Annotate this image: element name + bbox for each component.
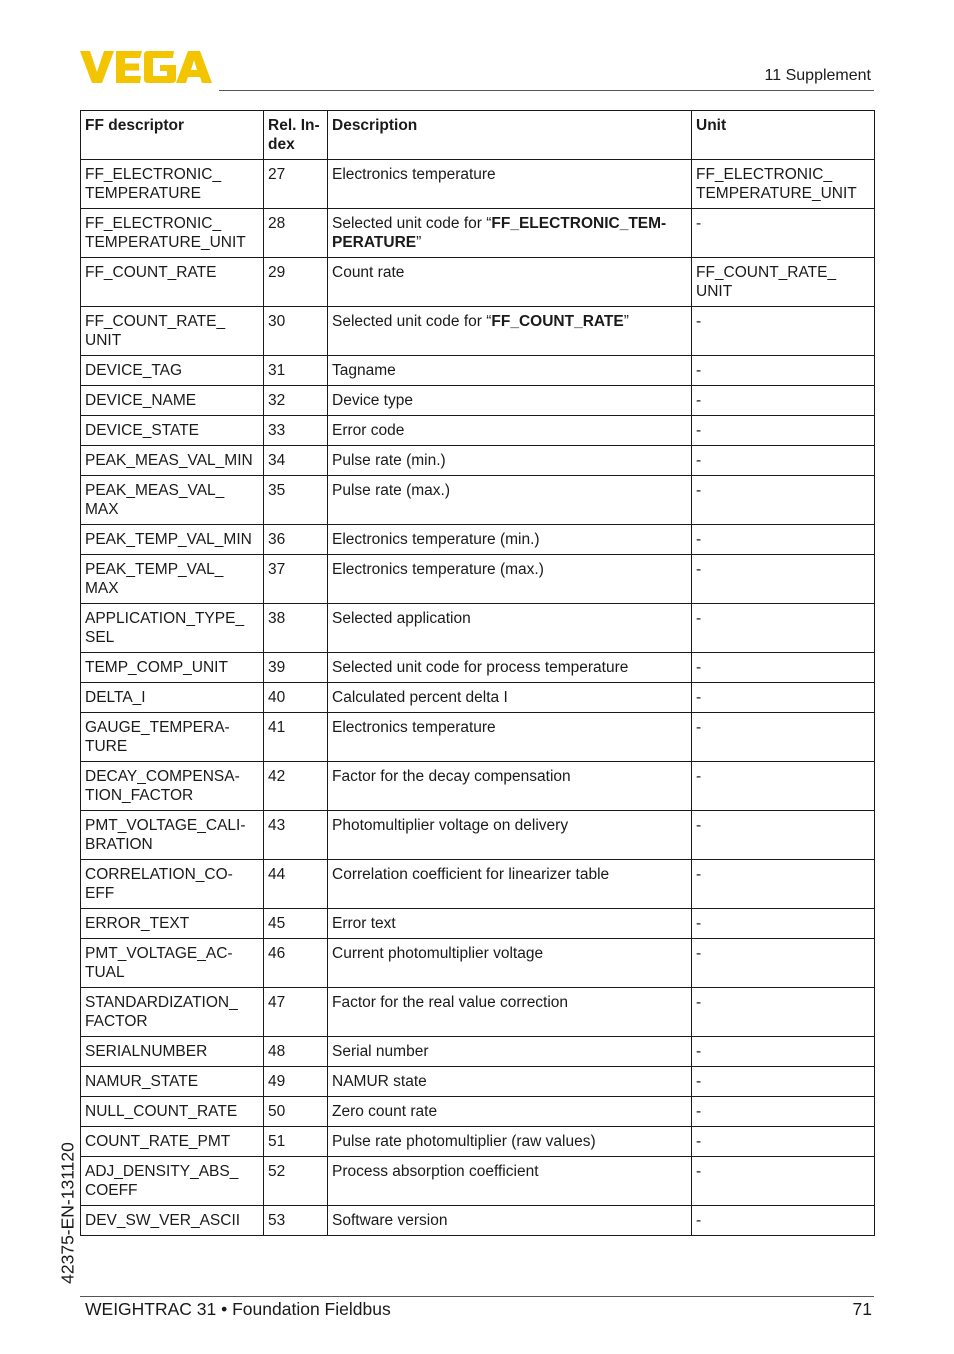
table-row [81, 160, 875, 209]
table-header-row [81, 111, 875, 160]
cell-descriptor: ERROR_TEXT [81, 909, 264, 939]
cell-descriptor: PMT_VOLTAGE_AC- TUAL [81, 939, 264, 988]
cell-unit: - [692, 653, 875, 683]
cell-rel-index: 33 [264, 416, 328, 446]
cell-unit: - [692, 939, 875, 988]
cell-unit: FF_ELECTRONIC_ TEMPERATURE_UNIT [692, 160, 875, 209]
cell-descriptor: PEAK_MEAS_VAL_ MAX [81, 476, 264, 525]
cell-description: Software version [328, 1206, 692, 1236]
table-row [81, 713, 875, 762]
cell-description: NAMUR state [328, 1067, 692, 1097]
cell-descriptor: APPLICATION_TYPE_ SEL [81, 604, 264, 653]
cell-descriptor: PEAK_TEMP_VAL_ MAX [81, 555, 264, 604]
footer-document-title: WEIGHTRAC 31 • Foundation Fieldbus [85, 1299, 391, 1319]
table-row [81, 683, 875, 713]
table-row [81, 988, 875, 1037]
cell-rel-index: 43 [264, 811, 328, 860]
table-row [81, 525, 875, 555]
cell-rel-index: 37 [264, 555, 328, 604]
vega-logo [80, 50, 212, 84]
cell-rel-index: 29 [264, 258, 328, 307]
cell-unit: - [692, 209, 875, 258]
cell-unit: - [692, 555, 875, 604]
cell-unit: - [692, 416, 875, 446]
cell-descriptor: DEVICE_TAG [81, 356, 264, 386]
cell-descriptor: COUNT_RATE_PMT [81, 1127, 264, 1157]
table-row [81, 258, 875, 307]
cell-unit: - [692, 1097, 875, 1127]
cell-rel-index: 38 [264, 604, 328, 653]
cell-rel-index: 46 [264, 939, 328, 988]
cell-descriptor: DECAY_COMPENSA- TION_FACTOR [81, 762, 264, 811]
cell-rel-index: 45 [264, 909, 328, 939]
cell-description: Factor for the decay compensation [328, 762, 692, 811]
table-row [81, 604, 875, 653]
cell-rel-index: 40 [264, 683, 328, 713]
table-row [81, 1127, 875, 1157]
cell-rel-index: 35 [264, 476, 328, 525]
cell-unit: - [692, 446, 875, 476]
cell-description: Calculated percent delta I [328, 683, 692, 713]
cell-unit: - [692, 713, 875, 762]
cell-rel-index: 53 [264, 1206, 328, 1236]
cell-unit: - [692, 525, 875, 555]
cell-unit: - [692, 762, 875, 811]
cell-descriptor: STANDARDIZATION_ FACTOR [81, 988, 264, 1037]
table-row [81, 653, 875, 683]
cell-description [328, 307, 692, 356]
page-number: 71 [852, 1299, 872, 1319]
cell-description: Selected application [328, 604, 692, 653]
table-row [81, 1206, 875, 1236]
cell-descriptor: NAMUR_STATE [81, 1067, 264, 1097]
table-row [81, 909, 875, 939]
cell-unit: - [692, 811, 875, 860]
column-header-descriptor: FF descriptor [81, 111, 264, 160]
cell-descriptor: FF_ELECTRONIC_ TEMPERATURE [81, 160, 264, 209]
cell-descriptor: DEVICE_NAME [81, 386, 264, 416]
cell-description: Electronics temperature [328, 713, 692, 762]
cell-description: Error code [328, 416, 692, 446]
description-parameter-name: FF_ELECTRONIC_TEM- PERATURE [332, 215, 667, 251]
cell-rel-index: 39 [264, 653, 328, 683]
cell-rel-index: 34 [264, 446, 328, 476]
cell-descriptor: GAUGE_TEMPERA- TURE [81, 713, 264, 762]
cell-descriptor: FF_ELECTRONIC_ TEMPERATURE_UNIT [81, 209, 264, 258]
cell-unit: - [692, 1067, 875, 1097]
cell-description: Current photomultiplier voltage [328, 939, 692, 988]
cell-unit: - [692, 1037, 875, 1067]
cell-descriptor: NULL_COUNT_RATE [81, 1097, 264, 1127]
cell-rel-index: 51 [264, 1127, 328, 1157]
description-quote-close: ” [623, 313, 629, 330]
document-id: 42375-EN-131120 [57, 1142, 78, 1284]
vega-logo-mark [80, 50, 212, 84]
cell-description: Count rate [328, 258, 692, 307]
cell-description: Serial number [328, 1037, 692, 1067]
table-row [81, 860, 875, 909]
table-row [81, 939, 875, 988]
cell-description: Process absorption coefficient [328, 1157, 692, 1206]
cell-unit: - [692, 476, 875, 525]
column-header-rel-index: Rel. In- dex [264, 111, 328, 160]
table-row [81, 1037, 875, 1067]
cell-unit: - [692, 356, 875, 386]
cell-rel-index: 28 [264, 209, 328, 258]
header-rule [219, 90, 874, 91]
cell-unit: - [692, 1206, 875, 1236]
cell-descriptor: FF_COUNT_RATE [81, 258, 264, 307]
table-row [81, 446, 875, 476]
column-header-description: Description [328, 111, 692, 160]
cell-description: Pulse rate photomultiplier (raw values) [328, 1127, 692, 1157]
cell-description: Correlation coefficient for linearizer table [328, 860, 692, 909]
cell-description: Device type [328, 386, 692, 416]
table-row [81, 811, 875, 860]
cell-unit: - [692, 988, 875, 1037]
cell-descriptor: PEAK_MEAS_VAL_MIN [81, 446, 264, 476]
cell-description: Electronics temperature (min.) [328, 525, 692, 555]
description-text: Selected unit code for “ [332, 215, 492, 232]
cell-rel-index: 42 [264, 762, 328, 811]
ff-parameter-table [80, 110, 875, 1236]
table-row [81, 307, 875, 356]
table-row [81, 1097, 875, 1127]
table-row [81, 1157, 875, 1206]
cell-description: Pulse rate (min.) [328, 446, 692, 476]
cell-unit: - [692, 604, 875, 653]
cell-unit: - [692, 1127, 875, 1157]
cell-description: Error text [328, 909, 692, 939]
description-quote-close: ” [416, 234, 422, 251]
table-row [81, 356, 875, 386]
cell-descriptor: SERIALNUMBER [81, 1037, 264, 1067]
table-row [81, 762, 875, 811]
cell-rel-index: 30 [264, 307, 328, 356]
cell-unit: - [692, 909, 875, 939]
cell-description: Electronics temperature [328, 160, 692, 209]
cell-descriptor: CORRELATION_CO- EFF [81, 860, 264, 909]
cell-rel-index: 47 [264, 988, 328, 1037]
cell-unit: FF_COUNT_RATE_ UNIT [692, 258, 875, 307]
cell-descriptor: ADJ_DENSITY_ABS_ COEFF [81, 1157, 264, 1206]
cell-descriptor: DEV_SW_VER_ASCII [81, 1206, 264, 1236]
cell-description: Zero count rate [328, 1097, 692, 1127]
cell-descriptor: TEMP_COMP_UNIT [81, 653, 264, 683]
column-header-unit: Unit [692, 111, 875, 160]
cell-description: Selected unit code for process temperature [328, 653, 692, 683]
cell-rel-index: 44 [264, 860, 328, 909]
cell-description: Factor for the real value correction [328, 988, 692, 1037]
cell-descriptor: DEVICE_STATE [81, 416, 264, 446]
table-row [81, 476, 875, 525]
table-row [81, 1067, 875, 1097]
cell-descriptor: PEAK_TEMP_VAL_MIN [81, 525, 264, 555]
cell-descriptor: DELTA_I [81, 683, 264, 713]
cell-unit: - [692, 683, 875, 713]
table-row [81, 555, 875, 604]
description-text: Selected unit code for “ [332, 313, 492, 330]
cell-rel-index: 49 [264, 1067, 328, 1097]
cell-unit: - [692, 386, 875, 416]
description-parameter-name: FF_COUNT_RATE [491, 313, 624, 330]
cell-descriptor: FF_COUNT_RATE_ UNIT [81, 307, 264, 356]
cell-rel-index: 27 [264, 160, 328, 209]
cell-description: Photomultiplier voltage on delivery [328, 811, 692, 860]
cell-rel-index: 32 [264, 386, 328, 416]
cell-rel-index: 31 [264, 356, 328, 386]
cell-description: Pulse rate (max.) [328, 476, 692, 525]
cell-rel-index: 50 [264, 1097, 328, 1127]
table-row [81, 209, 875, 258]
cell-rel-index: 41 [264, 713, 328, 762]
cell-rel-index: 36 [264, 525, 328, 555]
footer-rule [80, 1296, 874, 1297]
cell-description: Electronics temperature (max.) [328, 555, 692, 604]
cell-unit: - [692, 860, 875, 909]
table-row [81, 386, 875, 416]
cell-rel-index: 52 [264, 1157, 328, 1206]
cell-descriptor: PMT_VOLTAGE_CALI- BRATION [81, 811, 264, 860]
cell-rel-index: 48 [264, 1037, 328, 1067]
cell-unit: - [692, 1157, 875, 1206]
table-body [81, 160, 875, 1236]
cell-description [328, 209, 692, 258]
section-title: 11 Supplement [764, 67, 871, 84]
table-row [81, 416, 875, 446]
cell-unit: - [692, 307, 875, 356]
cell-description: Tagname [328, 356, 692, 386]
